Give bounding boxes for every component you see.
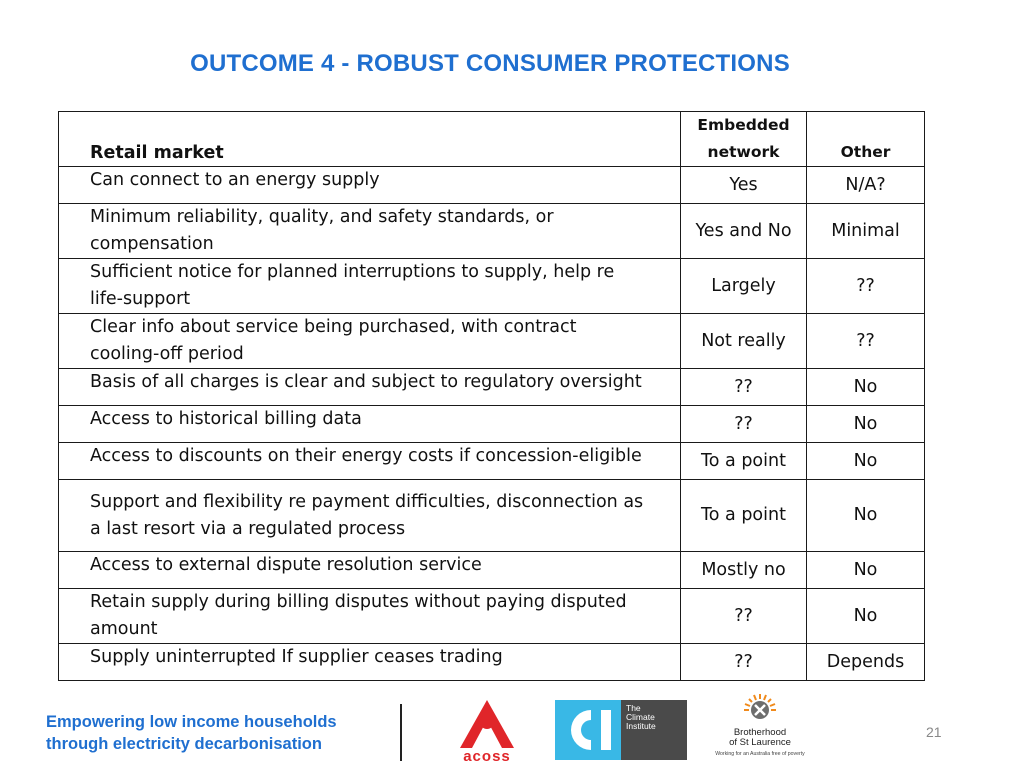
climate-i-letter [601, 710, 611, 750]
header-retail-market [59, 112, 681, 167]
climate-text-2: Climate [626, 712, 655, 722]
row-requirement [59, 259, 681, 314]
table-row [59, 204, 925, 259]
other-value: No [807, 369, 925, 406]
table-row [59, 369, 925, 406]
row-requirement [59, 204, 681, 259]
table-row [59, 167, 925, 204]
requirement-line-2: life-support [90, 289, 191, 309]
embedded-network-value: ?? [681, 644, 807, 681]
embedded-network-value: Not really [681, 314, 807, 369]
row-requirement [59, 552, 681, 589]
row-requirement [59, 369, 681, 406]
other-value: No [807, 552, 925, 589]
table-header-row [59, 112, 925, 167]
header-embedded-line1: Embedded [697, 116, 790, 134]
embedded-network-value: Yes [681, 167, 807, 204]
requirement-line-1: Access to external dispute resolution service [90, 555, 482, 575]
embedded-network-value: ?? [681, 369, 807, 406]
requirement-line-1: Access to historical billing data [90, 409, 362, 429]
acoss-figure [476, 735, 498, 746]
header-embedded-line2: network [707, 143, 780, 161]
table-row [59, 480, 925, 552]
requirement-line-2: amount [90, 619, 158, 639]
other-value: No [807, 480, 925, 552]
embedded-network-value: ?? [681, 406, 807, 443]
bsl-name-2: of St Laurence [729, 737, 791, 748]
other-value: ?? [807, 314, 925, 369]
embedded-network-value: Yes and No [681, 204, 807, 259]
row-requirement [59, 406, 681, 443]
bsl-emblem [744, 694, 776, 719]
brotherhood-st-laurence-logo [708, 694, 812, 760]
other-value: Depends [807, 644, 925, 681]
table-row [59, 589, 925, 644]
row-requirement [59, 314, 681, 369]
table-row [59, 406, 925, 443]
other-value: ?? [807, 259, 925, 314]
bsl-tagline: Working for an Australia free of poverty [715, 751, 805, 757]
requirement-line-2: a last resort via a regulated process [90, 518, 406, 539]
header-other: Other [807, 112, 925, 167]
other-value: No [807, 589, 925, 644]
row-requirement [59, 443, 681, 480]
row-requirement [59, 480, 681, 552]
footer-tagline [46, 711, 337, 755]
row-requirement [59, 644, 681, 681]
row-requirement [59, 167, 681, 204]
other-value: N/A? [807, 167, 925, 204]
embedded-network-value: Largely [681, 259, 807, 314]
requirement-line-1: Can connect to an energy supply [90, 170, 380, 190]
requirement-line-1: Retain supply during billing disputes without paying disputed [90, 592, 627, 612]
slide-title: OUTCOME 4 - ROBUST CONSUMER PROTECTIONS [190, 50, 790, 77]
bsl-name-1: Brotherhood [733, 727, 787, 738]
footer-line1: Empowering low income households [46, 713, 337, 731]
climate-institute-logo [555, 700, 687, 760]
climate-text-3: Institute [626, 721, 656, 731]
table-row [59, 314, 925, 369]
table-row [59, 259, 925, 314]
requirement-line-1: Access to discounts on their energy costs if concession-eligible [90, 446, 642, 466]
acoss-wordmark: acoss [463, 748, 511, 764]
table-row [59, 644, 925, 681]
footer-line2: through electricity decarbonisation [46, 735, 322, 753]
requirement-line-1: Minimum reliability, quality, and safety standards, or [90, 207, 554, 227]
climate-c-block [555, 700, 621, 760]
requirement-line-2: compensation [90, 234, 214, 254]
other-value: No [807, 406, 925, 443]
row-requirement [59, 589, 681, 644]
embedded-network-value: To a point [681, 443, 807, 480]
page-number: 21 [926, 724, 942, 740]
requirement-line-1: Supply uninterrupted If supplier ceases trading [90, 647, 503, 667]
header-retail-market-text: Retail market [90, 143, 224, 163]
footer-divider [400, 704, 402, 761]
table-row [59, 443, 925, 480]
embedded-network-value: ?? [681, 589, 807, 644]
climate-text-1: The [626, 703, 641, 713]
requirement-line-1: Clear info about service being purchased, with contract [90, 317, 577, 337]
embedded-network-value: Mostly no [681, 552, 807, 589]
other-value: Minimal [807, 204, 925, 259]
acoss-head [480, 715, 494, 729]
requirement-line-2: cooling-off period [90, 344, 244, 364]
table-row [59, 552, 925, 589]
header-embedded-network [681, 112, 807, 167]
requirement-line-1: Basis of all charges is clear and subject to regulatory oversight [90, 372, 642, 392]
embedded-network-value: To a point [681, 480, 807, 552]
acoss-logo [452, 698, 522, 764]
consumer-protections-table [58, 111, 925, 681]
requirement-line-1: Support and flexibility re payment difficulties, disconnection as [90, 491, 644, 512]
other-value: No [807, 443, 925, 480]
requirement-line-1: Sufficient notice for planned interruptions to supply, help re [90, 262, 615, 282]
